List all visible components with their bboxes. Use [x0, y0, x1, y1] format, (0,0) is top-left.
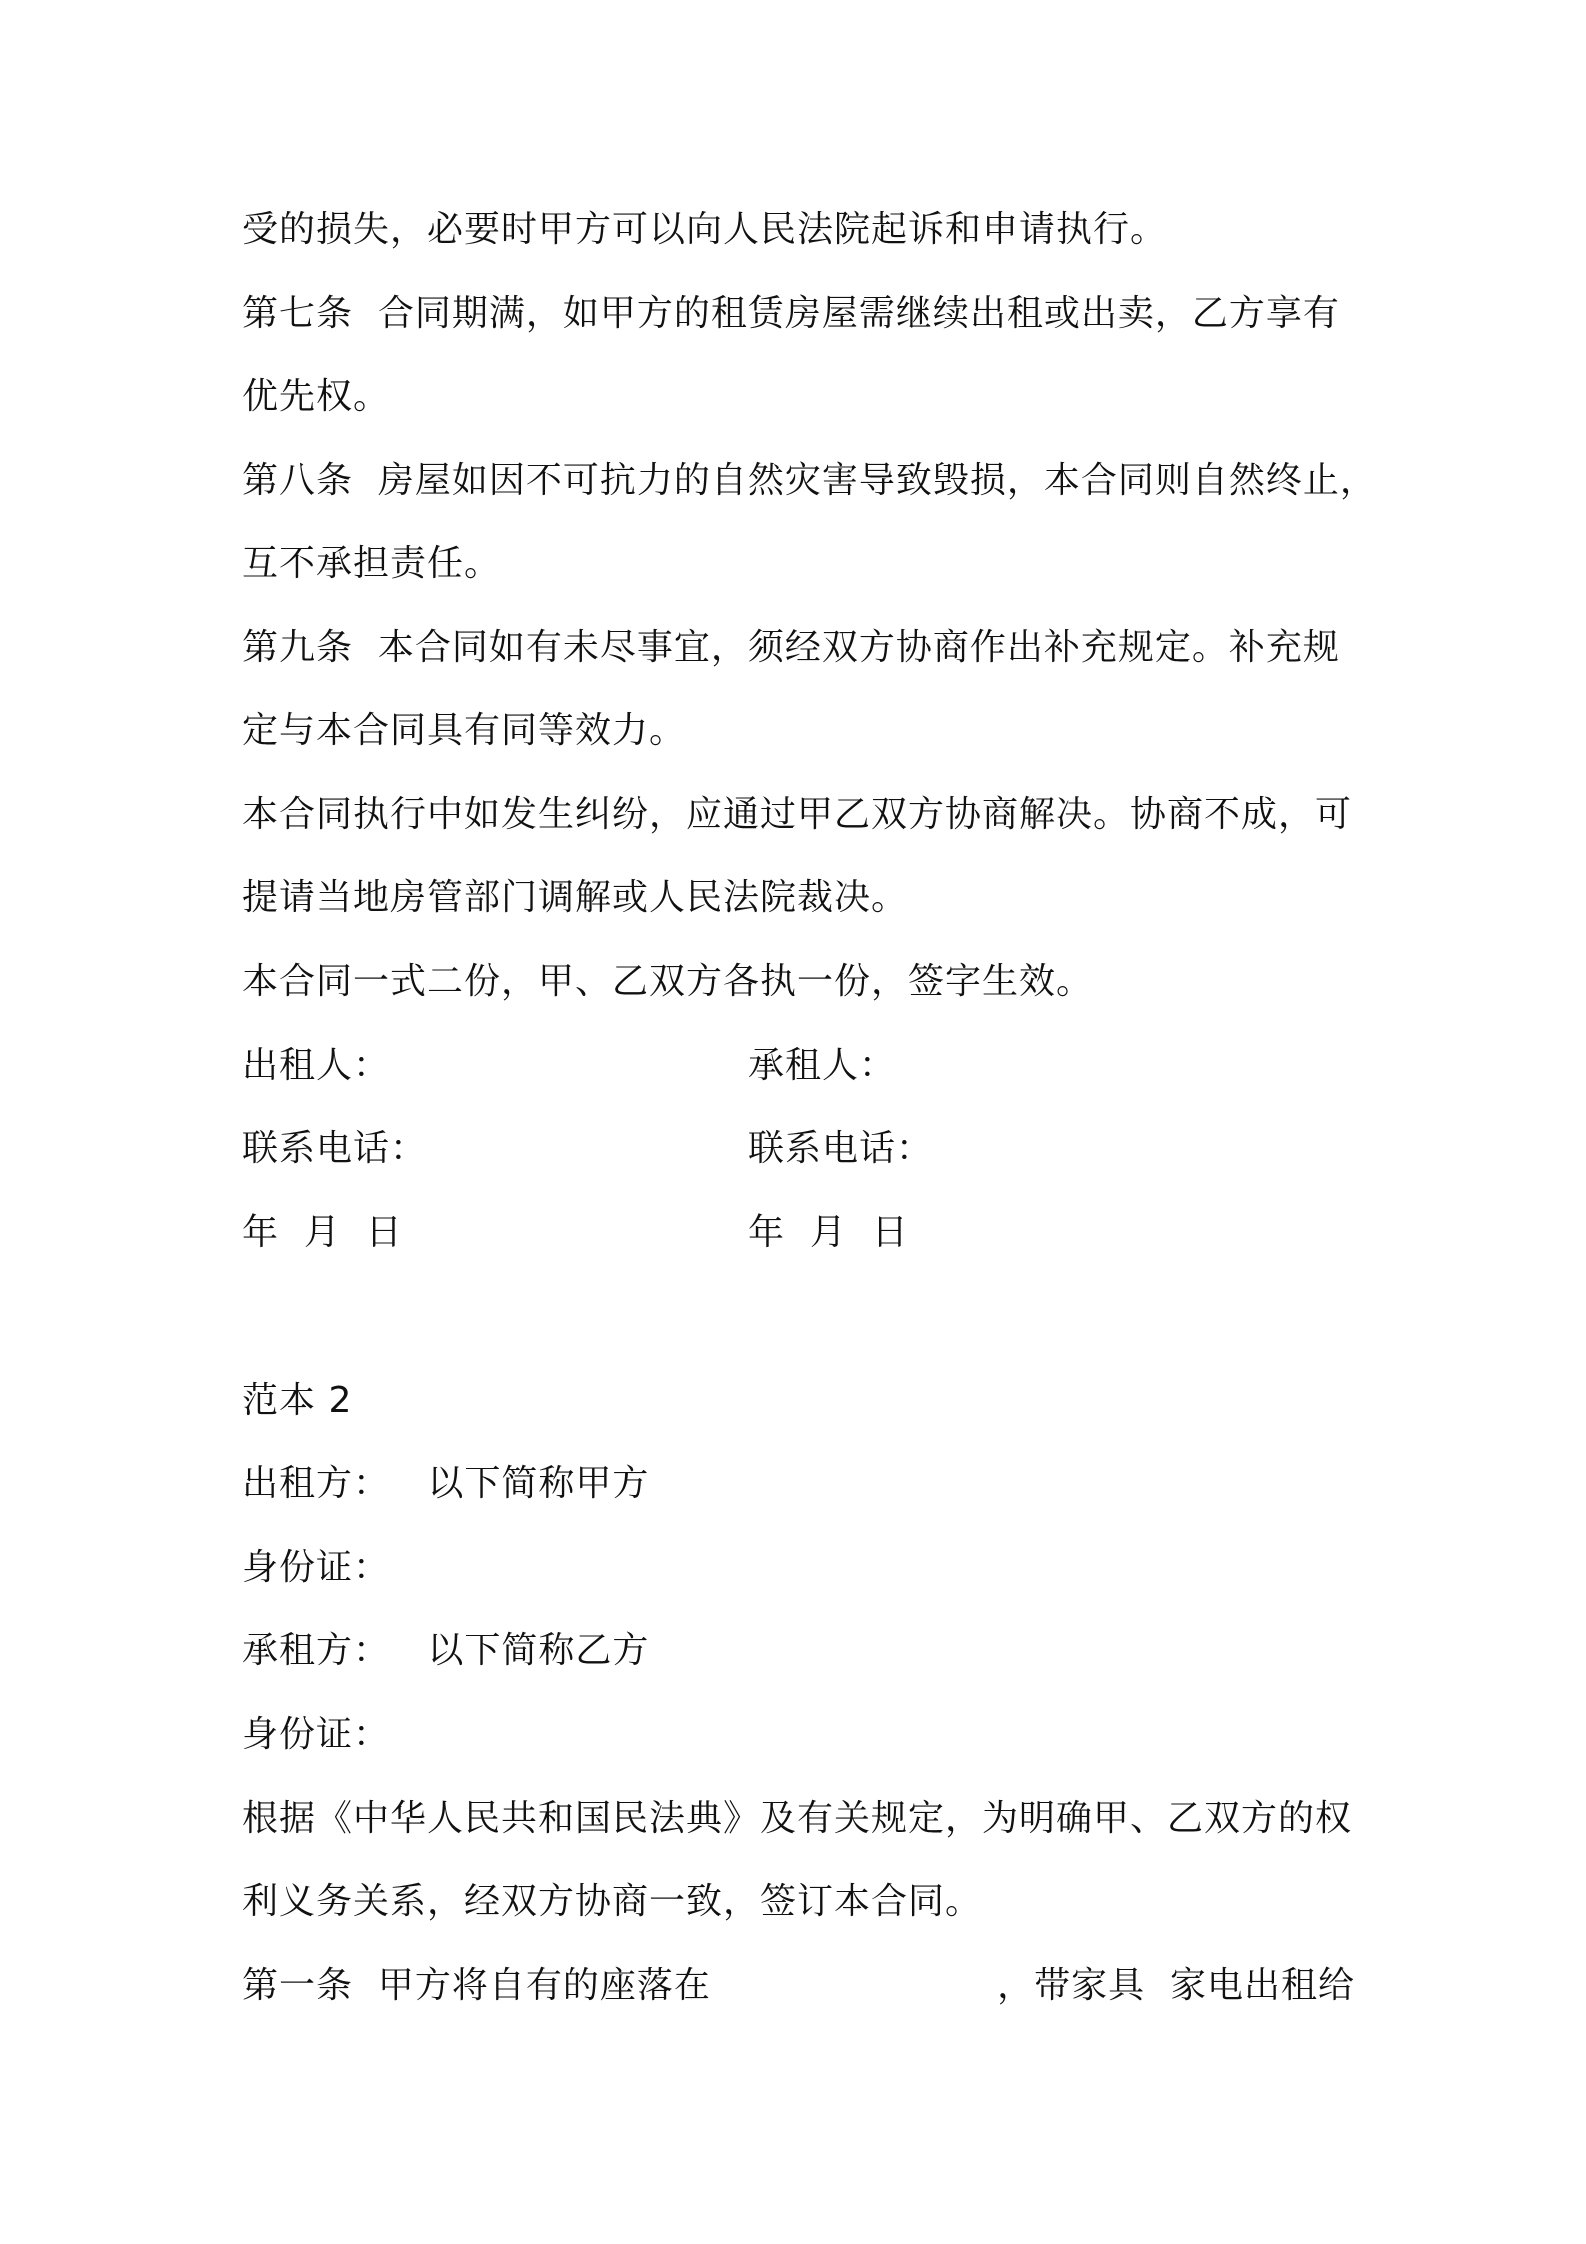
lessee-signature-label: 承租人： [748, 1045, 897, 1086]
lessor-date-label: 年 月 日 [242, 1212, 403, 1253]
paragraph-line: 受的损失，必要时甲方可以向人民法院起诉和申请执行。 [242, 209, 1168, 250]
lessee-phone-label: 联系电话： [748, 1128, 934, 1169]
article-8-line-2: 互不承担责任。 [242, 543, 502, 584]
template-2-lessee: 承租方： 以下简称乙方 [242, 1630, 650, 1671]
copies-line: 本合同一式二份，甲、乙双方各执一份，签字生效。 [242, 961, 1094, 1002]
article-7-line-1: 第七条 合同期满，如甲方的租赁房屋需继续出租或出卖，乙方享有 [242, 293, 1340, 334]
article-8-line-1: 第八条 房屋如因不可抗力的自然灾害导致毁损，本合同则自然终止， [242, 460, 1377, 501]
article-9-line-2: 定与本合同具有同等效力。 [242, 710, 687, 751]
article-9-line-1: 第九条 本合同如有未尽事宜，须经双方协商作出补充规定。补充规 [242, 627, 1340, 668]
template-2-title: 范本 2 [242, 1380, 353, 1421]
dispute-line-1: 本合同执行中如发生纠纷，应通过甲乙双方协商解决。协商不成，可 [242, 794, 1353, 835]
template-2-intro-line-1: 根据《中华人民共和国民法典》及有关规定，为明确甲、乙双方的权 [242, 1798, 1353, 1839]
lessor-signature-label: 出租人： [242, 1045, 391, 1086]
article-7-line-2: 优先权。 [242, 376, 391, 417]
template-2-article-1: 第一条 甲方将自有的座落在 ，带家具 家电出租给 [242, 1965, 1355, 2006]
template-2-lessee-id: 身份证： [242, 1714, 391, 1755]
lessor-phone-label: 联系电话： [242, 1128, 428, 1169]
template-2-intro-line-2: 利义务关系，经双方协商一致，签订本合同。 [242, 1881, 983, 1922]
dispute-line-2: 提请当地房管部门调解或人民法院裁决。 [242, 877, 909, 918]
lessee-date-label: 年 月 日 [748, 1212, 909, 1253]
template-2-lessor: 出租方： 以下简称甲方 [242, 1463, 650, 1504]
template-2-lessor-id: 身份证： [242, 1547, 391, 1588]
